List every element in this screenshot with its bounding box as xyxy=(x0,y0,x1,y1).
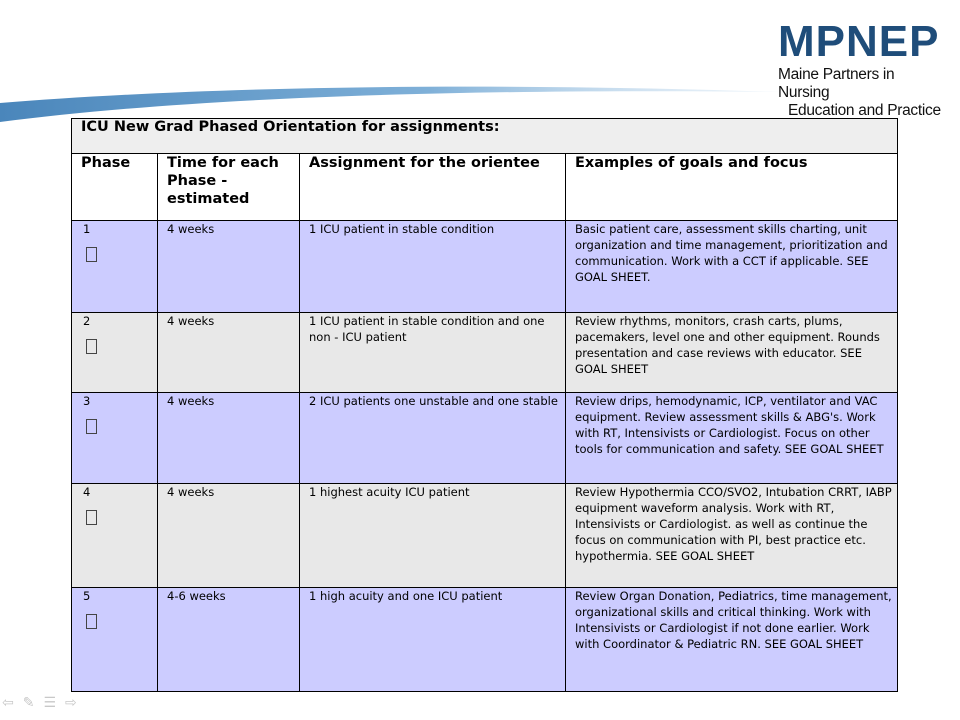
menu-icon[interactable]: ☰ xyxy=(43,695,57,711)
time-cell: 4-6 weeks xyxy=(158,588,300,692)
arrow-right-icon[interactable]: ⇨ xyxy=(65,695,77,711)
phase-cell xyxy=(72,588,158,692)
pen-icon[interactable]: ✎ xyxy=(22,695,35,711)
logo-brand: MPNEP xyxy=(778,17,940,66)
phase-number: 1 xyxy=(83,222,91,236)
phase-cell xyxy=(72,221,158,313)
box-icon xyxy=(86,339,97,354)
arrow-left-icon[interactable]: ⇦ xyxy=(2,695,14,711)
logo-line-1: Maine Partners in Nursing xyxy=(778,66,895,101)
assignment-cell: 1 high acuity and one ICU patient xyxy=(300,588,566,692)
header-time: Time for each Phase - estimated xyxy=(158,154,300,221)
header-phase: Phase xyxy=(72,154,158,221)
goals-cell: Review Organ Donation, Pediatrics, time management, organizational skills and critical thinking. Work with Intensivists or Cardiologist if not done earlier. Work with Coordinator & Pediatric RN. SEE GOAL SHEET xyxy=(566,588,898,692)
phase-number: 2 xyxy=(83,314,91,328)
header-goals: Examples of goals and focus xyxy=(566,154,898,221)
phase-cell xyxy=(72,484,158,588)
assignment-cell: 2 ICU patients one unstable and one stable xyxy=(300,393,566,484)
table-row xyxy=(72,588,898,692)
phase-cell xyxy=(72,393,158,484)
logo-line-2: Education and Practice xyxy=(788,102,941,119)
time-cell: 4 weeks xyxy=(158,313,300,393)
assignment-cell: 1 ICU patient in stable condition and one non - ICU patient xyxy=(300,313,566,393)
table-row xyxy=(72,393,898,484)
phase-number: 3 xyxy=(83,394,91,408)
header-assignment: Assignment for the orientee xyxy=(300,154,566,221)
box-icon xyxy=(86,247,97,262)
assignment-cell: 1 ICU patient in stable condition xyxy=(300,221,566,313)
time-cell: 4 weeks xyxy=(158,393,300,484)
table-title-row xyxy=(72,119,898,154)
slide-nav xyxy=(2,694,77,712)
goals-cell: Review drips, hemodynamic, ICP, ventilator and VAC equipment. Review assessment skills & ABG's. Work with RT, Intensivists or Cardiologist. Focus on other tools for communication and safety. SEE GOAL SHEET xyxy=(566,393,898,484)
orientation-table xyxy=(71,118,898,692)
goals-cell: Basic patient care, assessment skills charting, unit organization and time management, prioritization and communication. Work with a CCT if applicable. SEE GOAL SHEET. xyxy=(566,221,898,313)
table-row xyxy=(72,313,898,393)
table-row xyxy=(72,484,898,588)
table-row xyxy=(72,221,898,313)
goals-cell: Review rhythms, monitors, crash carts, plums, pacemakers, level one and other equipment. Rounds presentation and case reviews with educator. SEE GOAL SHEET xyxy=(566,313,898,393)
time-cell: 4 weeks xyxy=(158,221,300,313)
mpnep-logo xyxy=(778,17,948,119)
time-cell: 4 weeks xyxy=(158,484,300,588)
table-header-row xyxy=(72,154,898,221)
table-title: ICU New Grad Phased Orientation for assignments: xyxy=(72,119,898,154)
box-icon xyxy=(86,510,97,525)
box-icon xyxy=(86,614,97,629)
phase-number: 5 xyxy=(83,589,91,603)
phase-number: 4 xyxy=(83,485,91,499)
box-icon xyxy=(86,419,97,434)
phase-cell xyxy=(72,313,158,393)
assignment-cell: 1 highest acuity ICU patient xyxy=(300,484,566,588)
goals-cell: Review Hypothermia CCO/SVO2, Intubation CRRT, IABP equipment waveform analysis. Work with RT, Intensivists or Cardiologist. as well as continue the focus on communication with PI, best practice etc. hypothermia. SEE GOAL SHEET xyxy=(566,484,898,588)
